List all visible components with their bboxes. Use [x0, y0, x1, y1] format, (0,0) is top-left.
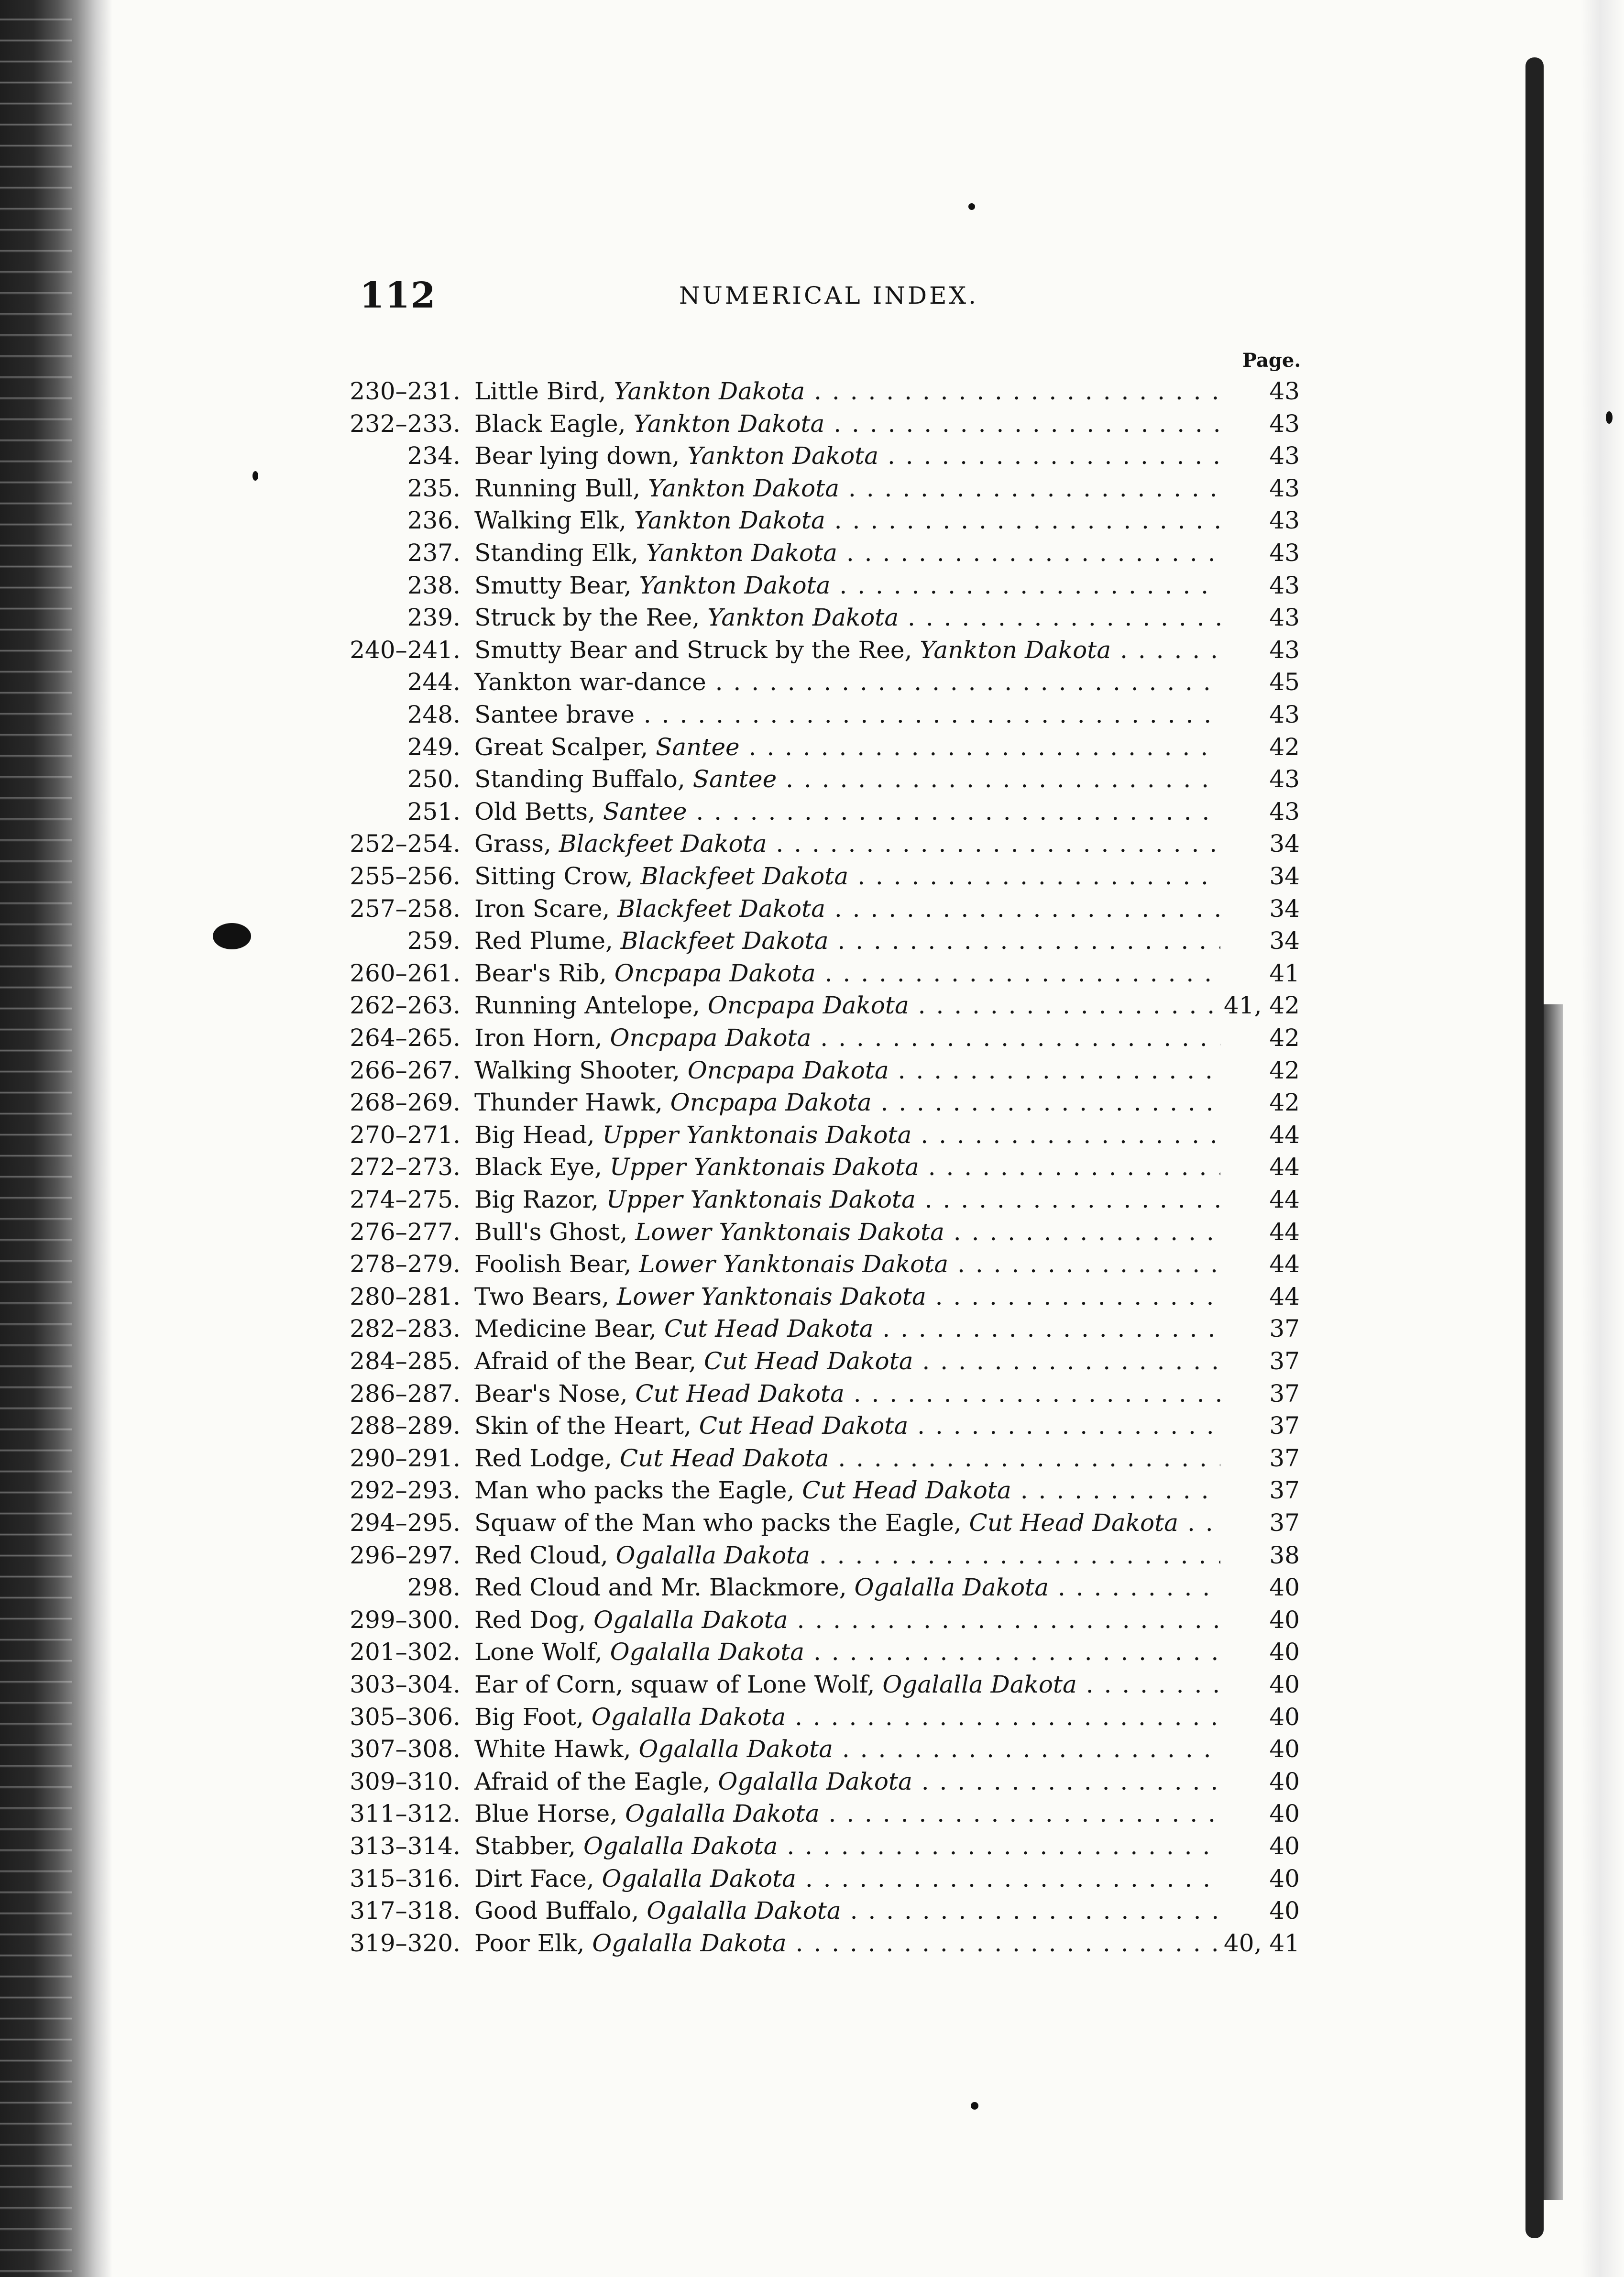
entry-tribe: Yankton Dakota	[614, 377, 805, 405]
index-entry	[0, 1830, 1624, 1862]
entry-number: 268–269.	[350, 1089, 461, 1117]
entry-page: 43	[1269, 797, 1300, 825]
entry-tribe: Cut Head Dakota	[969, 1509, 1179, 1537]
entry-subject: Running Bull,	[474, 474, 641, 502]
entry-title	[474, 1798, 1220, 1830]
page-header	[0, 275, 1624, 318]
entry-title	[474, 1507, 1220, 1539]
entry-tribe: Ogalalla Dakota	[583, 1832, 778, 1860]
entry-tribe: Ogalalla Dakota	[591, 1703, 786, 1731]
index-entry	[0, 537, 1624, 569]
entry-page: 34	[1269, 830, 1300, 858]
index-entry	[0, 699, 1624, 731]
index-entry	[0, 1345, 1624, 1377]
entry-subject: Bear lying down,	[474, 442, 680, 470]
entry-subject: Red Lodge,	[474, 1444, 612, 1472]
running-title: NUMERICAL INDEX.	[679, 282, 979, 309]
entry-number: 284–285.	[350, 1347, 461, 1375]
index-entry	[0, 1895, 1624, 1927]
index-entry	[0, 1184, 1624, 1216]
entry-subject: Walking Shooter,	[474, 1056, 680, 1084]
entry-number: 235.	[407, 474, 461, 502]
index-entry	[0, 1733, 1624, 1765]
entry-subject: Red Cloud,	[474, 1541, 608, 1569]
entry-tribe: Oncpapa Dakota	[614, 959, 816, 987]
entry-tribe: Yankton Dakota	[633, 409, 825, 438]
entry-number: 244.	[407, 668, 461, 696]
entry-subject: Walking Elk,	[474, 506, 626, 535]
entry-number: 236.	[407, 506, 461, 535]
entry-title	[474, 473, 1220, 505]
index-entry	[0, 1604, 1624, 1636]
entry-number: 201–302.	[350, 1638, 461, 1666]
entry-page: 43	[1269, 701, 1300, 728]
entry-number: 290–291.	[350, 1444, 461, 1472]
index-entry	[0, 1410, 1624, 1442]
entry-page: 40	[1269, 1573, 1300, 1602]
entry-tribe: Ogalalla Dakota	[718, 1767, 912, 1795]
index-entry	[0, 1863, 1624, 1895]
entry-title	[474, 731, 1220, 763]
entry-tribe: Lower Yanktonais Dakota	[616, 1282, 926, 1310]
entry-tribe: Blackfeet Dakota	[640, 862, 849, 890]
index-entry	[0, 1248, 1624, 1280]
entry-subject: Bear's Nose,	[474, 1379, 628, 1408]
entry-tribe: Cut Head Dakota	[703, 1347, 913, 1375]
entry-subject: Dirt Face,	[474, 1864, 594, 1892]
entry-tribe: Cut Head Dakota	[619, 1444, 829, 1472]
index-entry	[0, 666, 1624, 698]
entry-number: 239.	[407, 604, 461, 632]
entry-tribe: Lower Yanktonais Dakota	[639, 1250, 949, 1278]
entry-page: 44	[1269, 1250, 1300, 1278]
entry-subject: Blue Horse,	[474, 1800, 618, 1828]
entry-number: 260–261.	[350, 959, 461, 987]
index-entry	[0, 731, 1624, 763]
entry-page: 37	[1269, 1444, 1300, 1472]
entry-number: 232–233.	[350, 409, 461, 438]
entry-number: 296–297.	[350, 1541, 461, 1569]
index-entry	[0, 860, 1624, 892]
entry-number: 250.	[407, 765, 461, 793]
entry-subject: Standing Buffalo,	[474, 765, 685, 793]
entry-subject: Little Bird,	[474, 377, 606, 405]
entry-page: 40	[1269, 1864, 1300, 1892]
entry-tribe: Yankton Dakota	[634, 506, 825, 535]
entry-number: 238.	[407, 571, 461, 599]
entry-subject: Big Head,	[474, 1121, 595, 1149]
entry-subject: Afraid of the Bear,	[474, 1347, 697, 1375]
entry-title	[474, 1701, 1220, 1733]
index-entry	[0, 1151, 1624, 1183]
entry-title	[474, 1830, 1220, 1862]
index-entry	[0, 1766, 1624, 1798]
entry-number: 266–267.	[350, 1056, 461, 1084]
entry-subject: Red Plume,	[474, 927, 613, 955]
entry-page: 37	[1269, 1476, 1300, 1505]
entry-title	[474, 1378, 1220, 1410]
entry-page: 43	[1269, 571, 1300, 599]
entry-tribe: Upper Yanktonais Dakota	[606, 1186, 916, 1213]
entry-page: 40	[1269, 1606, 1300, 1634]
entry-title	[474, 1022, 1220, 1054]
index-entry	[0, 570, 1624, 602]
index-entry	[0, 1636, 1624, 1668]
entry-subject: Squaw of the Man who packs the Eagle,	[474, 1509, 962, 1537]
entry-page: 37	[1269, 1412, 1300, 1440]
entry-tribe: Ogalalla Dakota	[593, 1606, 788, 1634]
entry-tribe: Yankton Dakota	[648, 474, 840, 502]
entry-subject: White Hawk,	[474, 1735, 631, 1763]
entry-number: 294–295.	[350, 1509, 461, 1537]
entry-tribe: Yankton Dakota	[707, 604, 899, 632]
entry-title	[474, 440, 1220, 472]
entry-title	[474, 893, 1220, 925]
entry-subject: Red Dog,	[474, 1606, 586, 1634]
entry-title	[474, 537, 1220, 569]
entry-title	[474, 1119, 1220, 1151]
entry-subject: Santee brave	[474, 701, 635, 728]
entry-tribe: Ogalalla Dakota	[647, 1897, 841, 1925]
entry-page: 43	[1269, 604, 1300, 632]
entry-page: 42	[1269, 1024, 1300, 1052]
entry-subject: Great Scalper,	[474, 733, 648, 761]
entry-page: 42	[1269, 733, 1300, 761]
index-entry	[0, 1927, 1624, 1959]
entry-subject: Thunder Hawk,	[474, 1089, 663, 1117]
entry-number: 305–306.	[350, 1703, 461, 1731]
entry-title	[474, 699, 1220, 731]
entry-tribe: Yankton Dakota	[687, 442, 879, 470]
entry-title	[474, 990, 1220, 1022]
entry-title	[474, 666, 1220, 698]
index-entry	[0, 763, 1624, 795]
entry-number: 234.	[407, 442, 461, 470]
entry-title	[474, 1442, 1220, 1474]
entry-title	[474, 1184, 1220, 1216]
entry-subject: Iron Horn,	[474, 1024, 603, 1052]
entry-page: 40, 41	[1223, 1929, 1300, 1957]
entry-title	[474, 1055, 1220, 1087]
entry-tribe: Santee	[692, 765, 777, 793]
index-entry	[0, 925, 1624, 957]
entry-subject: Red Cloud and Mr. Blackmore,	[474, 1573, 847, 1602]
entry-tribe: Lower Yanktonais Dakota	[635, 1218, 944, 1246]
entry-number: 317–318.	[350, 1897, 461, 1925]
entry-title	[474, 1636, 1220, 1668]
entry-number: 274–275.	[350, 1186, 461, 1213]
entry-title	[474, 763, 1220, 795]
entry-tribe: Ogalalla Dakota	[882, 1671, 1077, 1698]
entry-title	[474, 1474, 1220, 1507]
entry-number: 298.	[407, 1573, 461, 1602]
entry-page: 40	[1269, 1897, 1300, 1925]
entry-tribe: Ogalalla Dakota	[615, 1541, 810, 1569]
index-entry	[0, 796, 1624, 828]
entry-page: 37	[1269, 1379, 1300, 1408]
entry-subject: Smutty Bear,	[474, 571, 632, 599]
index-entry	[0, 602, 1624, 634]
entry-page: 34	[1269, 894, 1300, 923]
index-entry	[0, 1798, 1624, 1830]
entry-number: 248.	[407, 701, 461, 728]
entry-number: 249.	[407, 733, 461, 761]
entry-page: 43	[1269, 442, 1300, 470]
index-entry	[0, 1442, 1624, 1474]
entry-title	[474, 957, 1220, 990]
entry-number: 230–231.	[350, 377, 461, 405]
entry-subject: Running Antelope,	[474, 991, 700, 1020]
entry-page: 43	[1269, 409, 1300, 438]
index-entry	[0, 990, 1624, 1022]
entry-title	[474, 1733, 1220, 1765]
entry-number: 262–263.	[350, 991, 461, 1020]
entry-number: 299–300.	[350, 1606, 461, 1634]
entry-page: 37	[1269, 1315, 1300, 1343]
entry-title	[474, 1895, 1220, 1927]
entry-title	[474, 634, 1220, 666]
entry-title	[474, 375, 1220, 407]
entry-page: 40	[1269, 1832, 1300, 1860]
index-entry	[0, 1669, 1624, 1701]
entry-subject: Ear of Corn, squaw of Lone Wolf,	[474, 1671, 875, 1698]
entry-number: 252–254.	[350, 830, 461, 858]
entry-title	[474, 570, 1220, 602]
index-entry	[0, 1087, 1624, 1119]
entry-tribe: Santee	[603, 797, 687, 825]
entry-title	[474, 1927, 1220, 1959]
entry-subject: Two Bears,	[474, 1282, 609, 1310]
entry-subject: Standing Elk,	[474, 539, 639, 567]
entry-subject: Poor Elk,	[474, 1929, 585, 1957]
entry-page: 34	[1269, 862, 1300, 890]
entry-subject: Old Betts,	[474, 797, 595, 825]
index-entry	[0, 505, 1624, 537]
entry-subject: Good Buffalo,	[474, 1897, 639, 1925]
entry-subject: Foolish Bear,	[474, 1250, 632, 1278]
entry-title	[474, 1216, 1220, 1248]
entry-page: 40	[1269, 1800, 1300, 1828]
entry-number: 270–271.	[350, 1121, 461, 1149]
entry-title	[474, 1313, 1220, 1345]
entry-page: 40	[1269, 1735, 1300, 1763]
entry-number: 255–256.	[350, 862, 461, 890]
entry-page: 43	[1269, 539, 1300, 567]
entry-subject: Black Eagle,	[474, 409, 626, 438]
entry-number: 257–258.	[350, 894, 461, 923]
entry-number: 280–281.	[350, 1282, 461, 1310]
entry-number: 307–308.	[350, 1735, 461, 1763]
entry-page: 40	[1269, 1638, 1300, 1666]
entry-page: 42	[1269, 1056, 1300, 1084]
entry-tribe: Yankton Dakota	[639, 571, 831, 599]
index-entry	[0, 1281, 1624, 1313]
entry-tribe: Santee	[656, 733, 740, 761]
entry-page: 44	[1269, 1121, 1300, 1149]
page-number: 112	[360, 275, 437, 316]
index-entry	[0, 1313, 1624, 1345]
index-entry	[0, 1119, 1624, 1151]
entry-page: 44	[1269, 1218, 1300, 1246]
index-entry	[0, 1507, 1624, 1539]
index-entry	[0, 408, 1624, 440]
entry-title	[474, 1766, 1220, 1798]
entry-page: 37	[1269, 1509, 1300, 1537]
entry-tribe: Ogalalla Dakota	[625, 1800, 820, 1828]
entry-number: 264–265.	[350, 1024, 461, 1052]
entry-tribe: Upper Yanktonais Dakota	[609, 1153, 919, 1181]
entry-tribe: Oncpapa Dakota	[707, 991, 909, 1020]
entry-title	[474, 1345, 1220, 1377]
entry-page: 43	[1269, 474, 1300, 502]
entry-page: 43	[1269, 377, 1300, 405]
index-entry	[0, 1572, 1624, 1604]
index-entry	[0, 473, 1624, 505]
entry-page: 43	[1269, 506, 1300, 535]
entry-tribe: Oncpapa Dakota	[670, 1089, 872, 1117]
entry-title	[474, 828, 1220, 860]
entry-subject: Afraid of the Eagle,	[474, 1767, 711, 1795]
entry-number: 276–277.	[350, 1218, 461, 1246]
entry-tribe: Yankton Dakota	[646, 539, 837, 567]
entry-title	[474, 925, 1220, 957]
entry-subject: Smutty Bear and Struck by the Ree,	[474, 636, 912, 664]
entry-title	[474, 1863, 1220, 1895]
entry-title	[474, 602, 1220, 634]
entry-title	[474, 1410, 1220, 1442]
index-entry	[0, 1055, 1624, 1087]
entry-page: 40	[1269, 1671, 1300, 1698]
entry-title	[474, 408, 1220, 440]
entry-tribe: Ogalalla Dakota	[854, 1573, 1049, 1602]
entry-subject: Big Foot,	[474, 1703, 584, 1731]
entry-page: 41	[1269, 959, 1300, 987]
entry-tribe: Cut Head Dakota	[635, 1379, 845, 1408]
entry-title	[474, 1604, 1220, 1636]
entry-number: 237.	[407, 539, 461, 567]
entry-title	[474, 1151, 1220, 1183]
entry-tribe: Blackfeet Dakota	[559, 830, 767, 858]
entry-title	[474, 1248, 1220, 1280]
entry-number: 288–289.	[350, 1412, 461, 1440]
entry-title	[474, 1281, 1220, 1313]
entry-tribe: Oncpapa Dakota	[687, 1056, 889, 1084]
entry-title	[474, 796, 1220, 828]
entry-number: 251.	[407, 797, 461, 825]
entry-number: 313–314.	[350, 1832, 461, 1860]
entry-tribe: Cut Head Dakota	[664, 1315, 874, 1343]
entry-subject: Man who packs the Eagle,	[474, 1476, 795, 1505]
entry-title	[474, 860, 1220, 892]
entry-tribe: Ogalalla Dakota	[610, 1638, 805, 1666]
index-entry	[0, 893, 1624, 925]
entry-page: 41, 42	[1223, 991, 1300, 1020]
entry-number: 315–316.	[350, 1864, 461, 1892]
entry-subject: Sitting Crow,	[474, 862, 633, 890]
entry-subject: Bear's Rib,	[474, 959, 607, 987]
index-entry	[0, 375, 1624, 407]
page-column-label: Page.	[1242, 349, 1301, 372]
entry-subject: Grass,	[474, 830, 551, 858]
entry-number: 309–310.	[350, 1767, 461, 1795]
index-entry	[0, 634, 1624, 666]
entry-tribe: Blackfeet Dakota	[617, 894, 825, 923]
entry-number: 319–320.	[350, 1929, 461, 1957]
entry-number: 272–273.	[350, 1153, 461, 1181]
entry-tribe: Ogalalla Dakota	[638, 1735, 833, 1763]
entry-number: 303–304.	[350, 1671, 461, 1698]
ink-speck	[971, 2102, 978, 2110]
index-entry	[0, 1701, 1624, 1733]
entry-page: 45	[1269, 668, 1300, 696]
entry-subject: Struck by the Ree,	[474, 604, 700, 632]
entry-subject: Lone Wolf,	[474, 1638, 603, 1666]
index-entry	[0, 1378, 1624, 1410]
entry-subject: Big Razor,	[474, 1186, 599, 1213]
entry-number: 278–279.	[350, 1250, 461, 1278]
entry-tribe: Ogalalla Dakota	[602, 1864, 796, 1892]
entry-tribe: Upper Yanktonais Dakota	[602, 1121, 912, 1149]
entry-title	[474, 1572, 1220, 1604]
entry-tribe: Cut Head Dakota	[699, 1412, 909, 1440]
entry-tribe: Cut Head Dakota	[802, 1476, 1011, 1505]
entry-page: 40	[1269, 1703, 1300, 1731]
entry-number: 311–312.	[350, 1800, 461, 1828]
entry-page: 37	[1269, 1347, 1300, 1375]
entry-subject: Bull's Ghost,	[474, 1218, 628, 1246]
entry-title	[474, 1669, 1220, 1701]
entry-page: 40	[1269, 1767, 1300, 1795]
index-entry	[0, 957, 1624, 990]
entry-page: 44	[1269, 1282, 1300, 1310]
entry-tribe: Ogalalla Dakota	[592, 1929, 787, 1957]
index-entry	[0, 828, 1624, 860]
entry-title	[474, 1087, 1220, 1119]
entry-title	[474, 505, 1220, 537]
entry-subject: Yankton war-dance	[474, 668, 706, 696]
entry-page: 43	[1269, 765, 1300, 793]
index-entry	[0, 440, 1624, 472]
entry-subject: Black Eye,	[474, 1153, 602, 1181]
entry-number: 240–241.	[350, 636, 461, 664]
entry-title	[474, 1540, 1220, 1572]
index-entry	[0, 1474, 1624, 1507]
entry-page: 43	[1269, 636, 1300, 664]
ink-speck	[968, 203, 975, 210]
index-entry	[0, 1216, 1624, 1248]
entry-subject: Stabber,	[474, 1832, 576, 1860]
entry-tribe: Yankton Dakota	[920, 636, 1111, 664]
entry-page: 38	[1269, 1541, 1300, 1569]
entry-number: 286–287.	[350, 1379, 461, 1408]
entry-number: 282–283.	[350, 1315, 461, 1343]
entry-subject: Medicine Bear,	[474, 1315, 657, 1343]
entry-tribe: Oncpapa Dakota	[610, 1024, 812, 1052]
entry-number: 259.	[407, 927, 461, 955]
entry-page: 44	[1269, 1186, 1300, 1213]
entry-number: 292–293.	[350, 1476, 461, 1505]
entry-tribe: Blackfeet Dakota	[620, 927, 829, 955]
entry-page: 42	[1269, 1089, 1300, 1117]
entry-page: 44	[1269, 1153, 1300, 1181]
index-entry	[0, 1022, 1624, 1054]
entry-subject: Skin of the Heart,	[474, 1412, 691, 1440]
entry-page: 34	[1269, 927, 1300, 955]
entry-subject: Iron Scare,	[474, 894, 610, 923]
index-entry	[0, 1540, 1624, 1572]
